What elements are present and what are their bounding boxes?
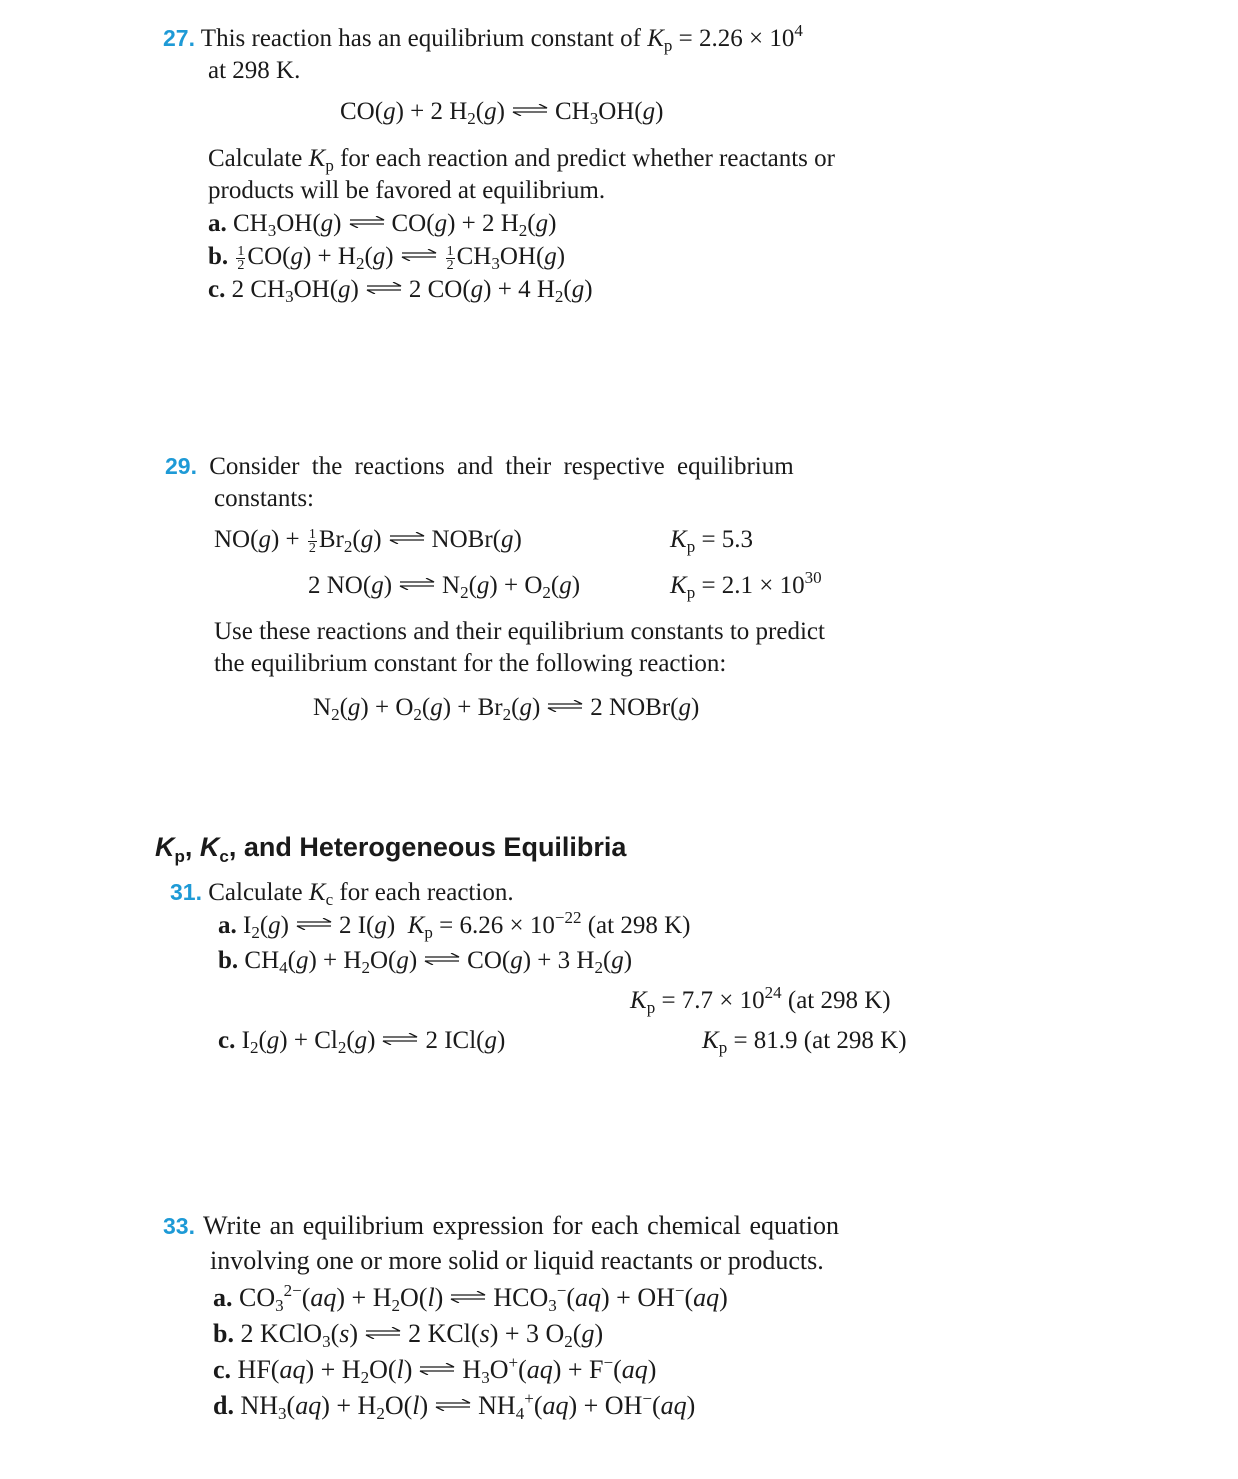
problem-27-part-b: b. $\frac{1}{2}$ $CO(g) + H_2(g)$ $\frac{1}{2}$ $CH_3OH(g)$ xyxy=(208,243,566,273)
problem-33-line-2: involving one or more solid or liquid reactants or products. xyxy=(210,1246,824,1275)
problem-33-line-1: 33. Write an equilibrium expression for each chemical equation xyxy=(163,1211,840,1240)
problem-31-kb: $K_p = 7.7 \times 10^{24}$ (at 298 K) xyxy=(630,983,891,1017)
equilibrium-arrow-icon xyxy=(366,282,402,294)
problem-27-line-1: 27. This reaction has an equilibrium constant of $K_p = 2.26 \times 10^4$ xyxy=(163,21,803,55)
equilibrium-arrow-icon xyxy=(389,532,425,544)
problem-33-number: 33. xyxy=(163,1213,195,1239)
equilibrium-arrow-icon xyxy=(424,953,460,965)
equilibrium-arrow-icon xyxy=(435,1399,471,1411)
problem-31-part-a: a. $I_2(g)$ 2 I(g) $K_p = 6.26 \times 10^{-22}$ (at 298 K) xyxy=(218,908,691,942)
problem-29-k2: $K_p = 2.1 \times 10^{30}$ xyxy=(670,568,822,602)
equilibrium-arrow-icon xyxy=(512,104,548,116)
equilibrium-arrow-icon xyxy=(399,578,435,590)
problem-31-part-c: c. $I_2(g) + Cl_2(g)$ 2 ICl(g) xyxy=(218,1027,506,1057)
problem-33-part-d: d. $NH_3(aq) + H_2O(l) NH_4^+(aq) + OH^-(aq)$ xyxy=(213,1389,696,1423)
problem-29-line-3: Use these reactions and their equilibrium constants to predict xyxy=(214,618,825,645)
problem-29-reaction-1: NO(g) + $\frac{1}{2}$ $Br_2(g)$ NOBr(g) xyxy=(214,526,522,556)
problem-29-text: Consider the reactions and their respective equilibrium xyxy=(209,453,794,480)
section-heading: $K_p$, $K_c$, and Heterogeneous Equilibria xyxy=(155,832,627,866)
problem-33-part-c: c. $HF(aq) + H_2O(l) H_3O^+(aq) + F^-(aq)$ xyxy=(213,1353,657,1387)
problem-29-line-1 xyxy=(165,450,794,483)
problem-29-target-reaction: $N_2(g) + O_2(g) + Br_2(g)$ 2 NOBr(g) xyxy=(313,694,700,724)
problem-31-kc: $K_p = 81.9$ (at 298 K) xyxy=(702,1027,907,1057)
problem-27-text: This reaction has an equilibrium constant of xyxy=(200,25,648,52)
equilibrium-arrow-icon xyxy=(365,1327,401,1339)
problem-33-part-b: b. 2 KClO$_3$(s) 2 KCl(s) + 3 $O_2(g)$ xyxy=(213,1319,604,1351)
problem-29-k1: $K_p = 5.3$ xyxy=(670,526,754,556)
equilibrium-arrow-icon xyxy=(450,1291,486,1303)
equilibrium-arrow-icon xyxy=(349,216,385,228)
problem-29-reaction-2: 2 NO(g) $N_2(g) + O_2(g)$ xyxy=(308,572,581,602)
equilibrium-arrow-icon xyxy=(401,249,437,261)
problem-31-number: 31. xyxy=(170,879,202,905)
problem-31-line-1: 31. Calculate $K_c$ for each reaction. xyxy=(170,879,514,909)
equilibrium-arrow-icon xyxy=(547,700,583,712)
equilibrium-arrow-icon xyxy=(382,1033,418,1045)
problem-31-part-b: b. $CH_4(g) + H_2O(g) CO(g) + 3$ $H_2(g)$ xyxy=(218,947,633,977)
problem-27-part-a: a. $CH_3OH(g) CO(g) + 2$ $H_2(g)$ xyxy=(208,210,557,240)
problem-27-kp-value: = 2.26 × 10 xyxy=(678,25,795,52)
problem-33-part-a: a. $CO_3^{2-}(aq) + H_2O(l) HCO_3^-(aq) + OH^-(aq)$ xyxy=(213,1281,728,1315)
problem-27-main-reaction: CO(g) + 2 $H_2(g)$ $CH_3OH(g)$ xyxy=(340,98,664,128)
problem-27-number: 27. xyxy=(163,25,195,51)
problem-27-instruction-2: products will be favored at equilibrium. xyxy=(208,177,606,204)
equilibrium-arrow-icon xyxy=(296,918,332,930)
problem-27-instruction-1: Calculate $K_p$ for each reaction and predict whether reactants or xyxy=(208,145,835,175)
problem-29-line-2: constants: xyxy=(214,485,314,512)
problem-29-number: 29. xyxy=(165,453,197,479)
problem-27-kp-exponent: 4 xyxy=(794,21,803,40)
problem-29-line-4: the equilibrium constant for the following reaction: xyxy=(214,650,727,677)
problem-27-temperature: at 298 K. xyxy=(208,57,301,84)
problem-27-part-c: c. 2 $CH_3OH(g)$ 2 CO(g) + 4 $H_2(g)$ xyxy=(208,276,593,306)
equilibrium-arrow-icon xyxy=(419,1363,455,1375)
